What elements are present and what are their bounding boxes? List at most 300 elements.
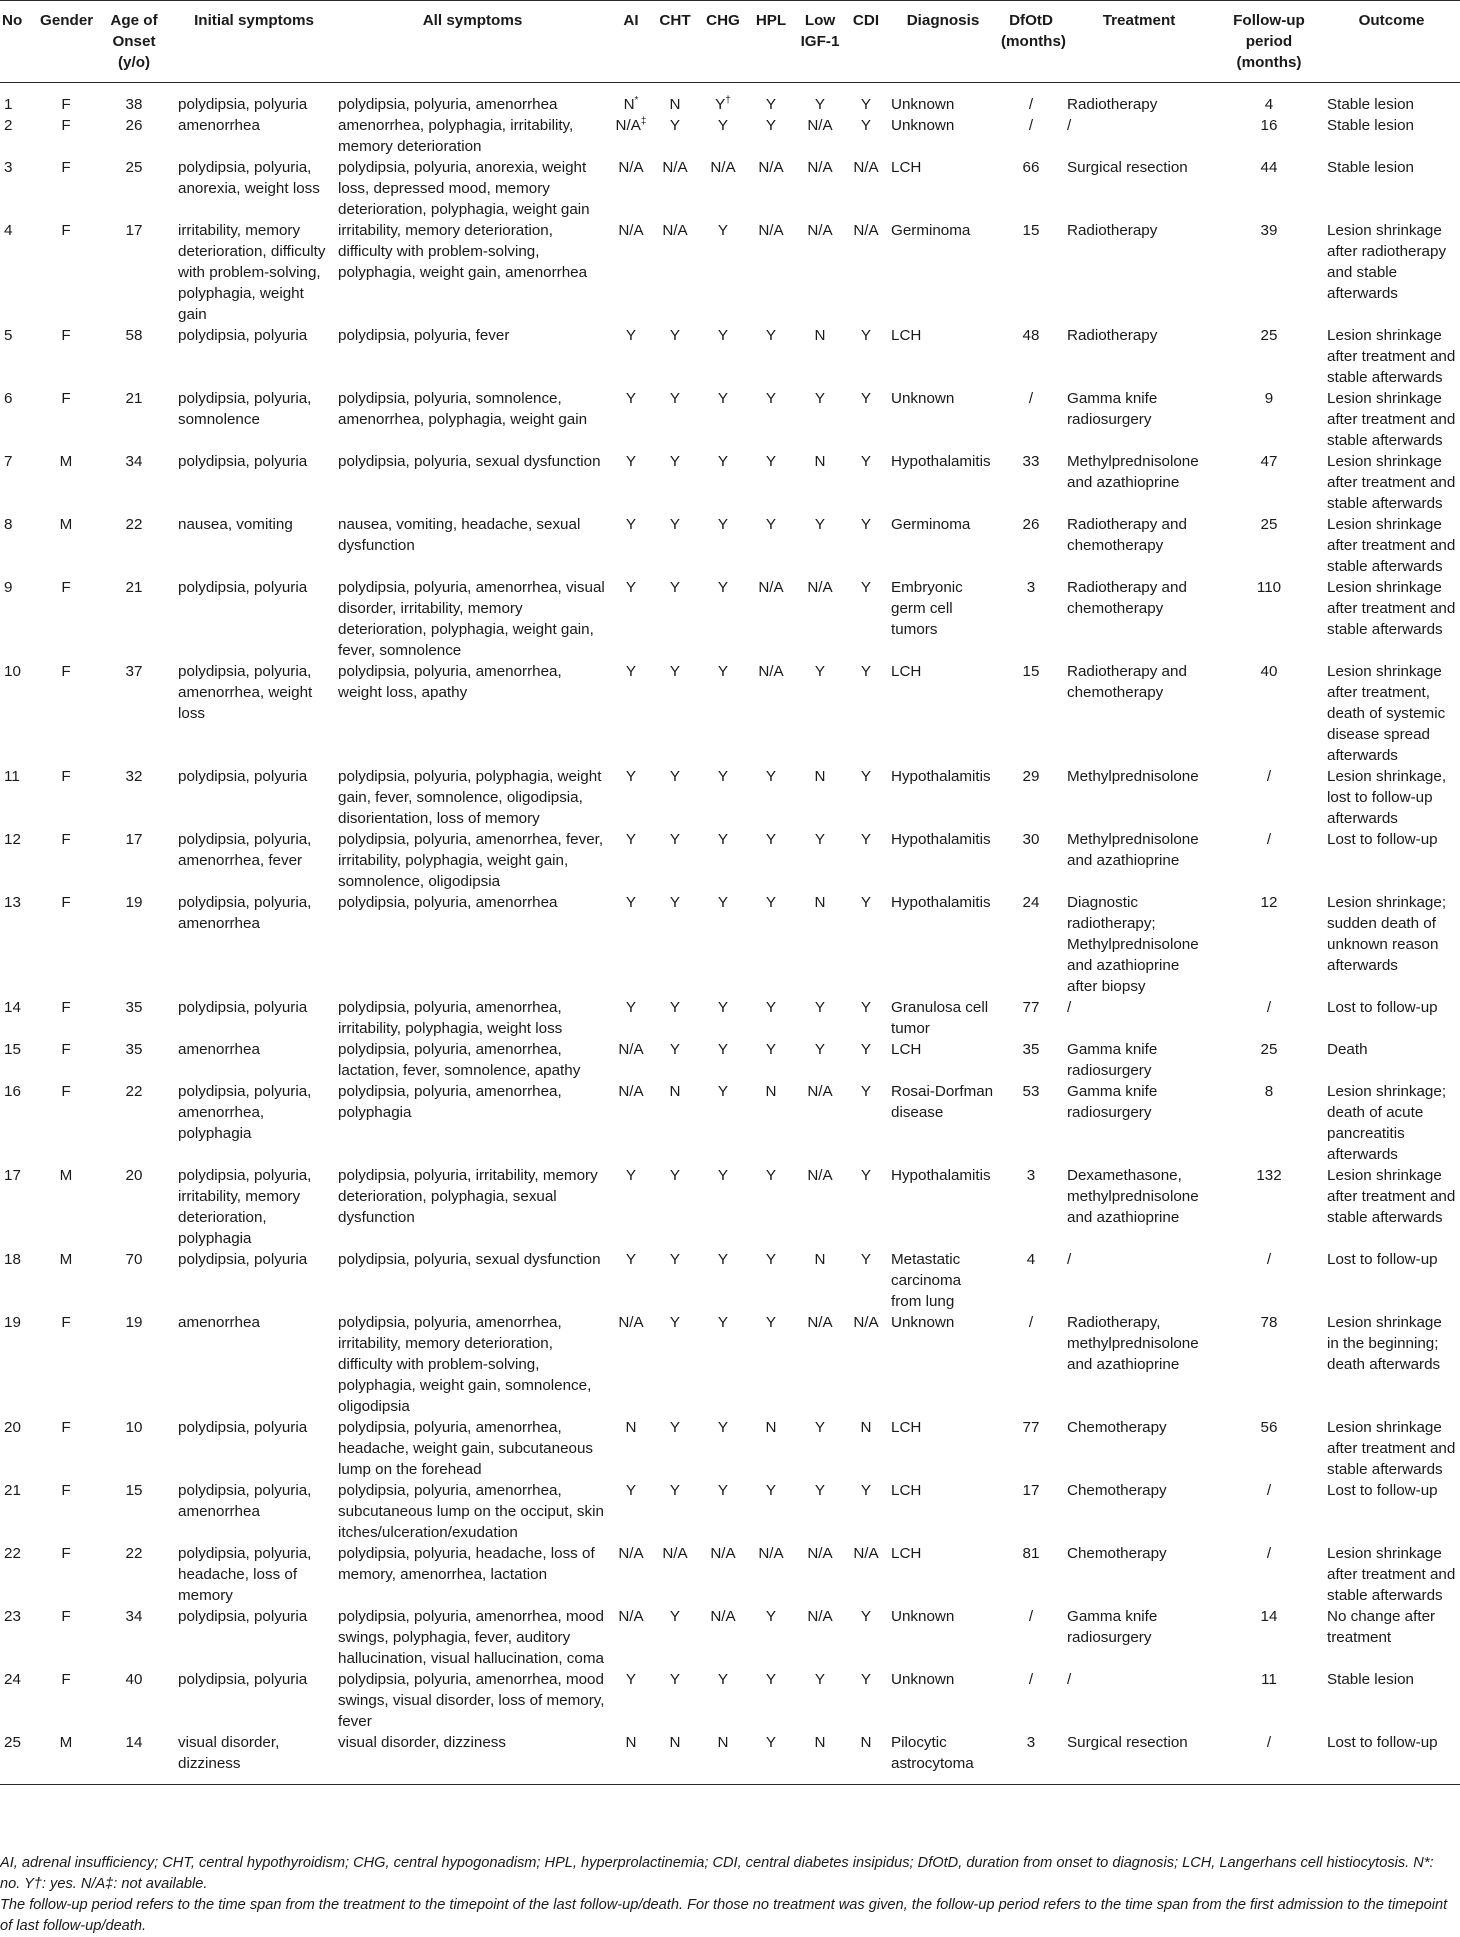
cell-gender: M — [59, 516, 73, 533]
cell-follow-up-period: 25 — [1260, 1041, 1278, 1058]
cell-hpl: N/A — [758, 222, 784, 239]
cell-cdi: Y — [860, 831, 872, 848]
cell-initial-symptoms: polydipsia, polyuria, amenorrhea, polyphagia — [178, 1083, 312, 1142]
table-row — [0, 1732, 1460, 1785]
cell-low-igf1: N/A — [807, 1545, 833, 1562]
cell-outcome: Lost to follow-up — [1323, 1732, 1460, 1785]
cell-all-symptoms: polydipsia, polyuria, fever — [338, 327, 510, 344]
cell-age-of-onset: 34 — [125, 453, 143, 470]
cell-follow-up-period: 56 — [1260, 1419, 1278, 1436]
cell-cdi: Y — [860, 999, 872, 1016]
cell-gender: M — [38, 1732, 94, 1785]
cell-gender: F — [61, 831, 71, 848]
table-row — [0, 892, 1460, 997]
cell-follow-up-period: 132 — [1256, 1167, 1282, 1184]
table-row — [0, 577, 1460, 661]
cell-gender: F — [61, 327, 71, 344]
column-header-treatment: Treatment — [1063, 1, 1215, 83]
cell-hpl: N — [765, 1419, 777, 1436]
cell-initial-symptoms: polydipsia, polyuria — [178, 579, 308, 596]
cell-ai: Y — [625, 894, 637, 911]
cell-no: 1 — [4, 96, 13, 113]
cell-hpl: Y — [765, 390, 777, 407]
table-row — [0, 1480, 1460, 1543]
cell-dfotd: 35 — [1022, 1041, 1040, 1058]
cell-age-of-onset: 14 — [94, 1732, 174, 1785]
cell-dfotd: 17 — [1022, 1482, 1040, 1499]
cell-initial-symptoms: polydipsia, polyuria, amenorrhea — [178, 894, 312, 932]
cell-outcome: Lesion shrinkage after treatment and stable afterwards — [1327, 327, 1456, 386]
cell-all-symptoms: polydipsia, polyuria, amenorrhea, lactation, fever, somnolence, apathy — [338, 1041, 581, 1079]
cell-hpl: Y — [765, 1671, 777, 1688]
cell-diagnosis: LCH — [891, 1482, 922, 1499]
cell-hpl: N — [765, 1083, 777, 1100]
cell-gender: M — [59, 453, 73, 470]
cell-no: 16 — [4, 1083, 21, 1100]
cell-treatment: Gamma knife radiosurgery — [1067, 390, 1158, 428]
cell-outcome: Lesion shrinkage after treatment and stable afterwards — [1327, 390, 1456, 449]
cell-ai: Y — [625, 1251, 637, 1268]
cell-follow-up-period: 11 — [1261, 1671, 1277, 1688]
cell-outcome: Stable lesion — [1327, 117, 1414, 134]
cell-hpl: Y — [765, 96, 777, 113]
cell-ai: N/A — [618, 1083, 644, 1100]
cell-age-of-onset: 17 — [125, 222, 143, 239]
column-header-hpl: HPL — [747, 1, 795, 83]
cell-cht: Y — [669, 453, 681, 470]
cell-follow-up-period: 47 — [1260, 453, 1278, 470]
cell-initial-symptoms: amenorrhea — [178, 1041, 260, 1058]
cell-chg: Y — [717, 894, 729, 911]
cell-all-symptoms: polydipsia, polyuria, amenorrhea, mood swings, visual disorder, loss of memory, fever — [338, 1671, 605, 1730]
cell-follow-up-period: / — [1266, 831, 1272, 848]
cell-no: 15 — [4, 1041, 21, 1058]
cell-outcome: Lost to follow-up — [1327, 999, 1438, 1016]
cell-treatment: / — [1067, 999, 1072, 1016]
cell-no: 10 — [4, 663, 21, 680]
cell-ai: N — [625, 1419, 637, 1436]
cell-initial-symptoms: polydipsia, polyuria, somnolence — [178, 390, 312, 428]
column-header-gender: Gender — [38, 1, 94, 83]
cell-all-symptoms: polydipsia, polyuria, amenorrhea, mood swings, polyphagia, fever, auditory hallucination, visual hallucination, coma — [338, 1608, 604, 1667]
cell-hpl: Y — [765, 894, 777, 911]
column-header-age-of-onset: Age of Onset (y/o) — [94, 1, 174, 83]
cell-gender: M — [59, 1251, 73, 1268]
cell-chg: N — [699, 1732, 747, 1785]
table-body — [0, 83, 1460, 1785]
cell-treatment: Radiotherapy and chemotherapy — [1067, 579, 1187, 617]
cell-dfotd: 81 — [1022, 1545, 1040, 1562]
cell-gender: F — [61, 1608, 71, 1625]
cell-diagnosis: Germinoma — [891, 516, 971, 533]
cell-dfotd: / — [1028, 1314, 1034, 1331]
cell-cdi: N — [845, 1732, 887, 1785]
cell-cht: N — [651, 1732, 699, 1785]
cell-diagnosis: Hypothalamitis — [891, 453, 991, 470]
cell-low-igf1: Y — [814, 1671, 826, 1688]
cell-ai: Y — [625, 579, 637, 596]
cell-low-igf1: N — [814, 453, 826, 470]
cell-treatment: Radiotherapy — [1067, 96, 1158, 113]
cell-initial-symptoms: polydipsia, polyuria, irritability, memory deterioration, polyphagia — [178, 1167, 312, 1247]
cell-chg: N/A — [710, 1608, 736, 1625]
cell-no: 14 — [4, 999, 21, 1016]
cell-follow-up-period: 110 — [1256, 579, 1282, 596]
cell-age-of-onset: 34 — [125, 1608, 143, 1625]
cell-outcome: Lesion shrinkage after treatment and stable afterwards — [1327, 579, 1456, 638]
table-row — [0, 1165, 1460, 1249]
cell-hpl: Y — [765, 831, 777, 848]
cell-outcome: Stable lesion — [1327, 1671, 1414, 1688]
cell-treatment: Radiotherapy — [1067, 327, 1158, 344]
cell-chg: Y† — [715, 94, 731, 113]
cell-cdi: Y — [860, 117, 872, 134]
cell-outcome: Lesion shrinkage in the beginning; death afterwards — [1327, 1314, 1442, 1373]
footnote-abbreviations: AI, adrenal insufficiency; CHT, central hypothyroidism; CHG, central hypogonadism; HPL, hyperprolactinemia; CDI, central diabetes insipidus; DfOtD, duration from onset to diagnosis; LCH, Langerhans cell histiocytosis. N*: no. Y†: yes. N/A‡: not available. — [0, 1855, 1434, 1892]
cell-dfotd: / — [1028, 117, 1034, 134]
cell-diagnosis: Rosai-Dorfman disease — [891, 1083, 994, 1121]
cell-cdi: Y — [860, 1482, 872, 1499]
cell-outcome: Lesion shrinkage, lost to follow-up afterwards — [1327, 768, 1447, 827]
cell-gender: F — [61, 579, 71, 596]
cell-all-symptoms: polydipsia, polyuria, headache, loss of memory, amenorrhea, lactation — [338, 1545, 595, 1583]
cell-cdi: Y — [860, 894, 872, 911]
cell-outcome: Lesion shrinkage after treatment and stable afterwards — [1327, 1545, 1456, 1604]
cell-age-of-onset: 58 — [125, 327, 143, 344]
cell-diagnosis: Metastatic carcinoma from lung — [891, 1251, 962, 1310]
cell-cdi: Y — [860, 1083, 872, 1100]
cell-age-of-onset: 35 — [125, 999, 143, 1016]
cell-cht: Y — [669, 1314, 681, 1331]
cell-all-symptoms: polydipsia, polyuria, somnolence, amenorrhea, polyphagia, weight gain — [338, 390, 588, 428]
cell-cht: N/A — [662, 159, 688, 176]
cell-treatment: Methylprednisolone and azathioprine — [1067, 453, 1199, 491]
cell-ai: N/A — [618, 222, 644, 239]
column-header-outcome: Outcome — [1323, 1, 1460, 83]
column-header-follow-up-period: Follow-up period (months) — [1215, 1, 1323, 83]
cell-dfotd: / — [1028, 96, 1034, 113]
cell-gender: F — [61, 894, 71, 911]
cell-chg: Y — [717, 663, 729, 680]
cell-follow-up-period: / — [1215, 1732, 1323, 1785]
cell-follow-up-period: 39 — [1260, 222, 1278, 239]
cell-all-symptoms: polydipsia, polyuria, anorexia, weight loss, depressed mood, memory deterioration, polyphagia, weight gain — [338, 159, 590, 218]
cell-ai: N — [611, 1732, 651, 1785]
cell-age-of-onset: 21 — [125, 390, 143, 407]
column-header-cht: CHT — [651, 1, 699, 83]
cell-ai: N/A — [618, 1041, 644, 1058]
cell-treatment: Radiotherapy and chemotherapy — [1067, 663, 1187, 701]
cell-cdi: Y — [860, 96, 872, 113]
cell-no: 4 — [4, 222, 13, 239]
cell-no: 6 — [4, 390, 13, 407]
cell-no: 24 — [4, 1671, 21, 1688]
cell-cdi: Y — [860, 579, 872, 596]
cell-ai: Y — [625, 516, 637, 533]
column-header-initial-symptoms: Initial symptoms — [174, 1, 334, 83]
cell-no: 5 — [4, 327, 13, 344]
cell-treatment: Chemotherapy — [1067, 1419, 1167, 1436]
cell-chg: Y — [717, 1671, 729, 1688]
cell-age-of-onset: 25 — [125, 159, 143, 176]
cell-dfotd: 48 — [1022, 327, 1040, 344]
cell-hpl: Y — [765, 117, 777, 134]
cell-low-igf1: Y — [814, 999, 826, 1016]
cell-cdi: N — [860, 1419, 872, 1436]
column-header-low-igf1: Low IGF-1 — [795, 1, 845, 83]
cell-initial-symptoms: polydipsia, polyuria, amenorrhea, fever — [178, 831, 312, 869]
table-row — [0, 1543, 1460, 1606]
cell-ai: Y — [625, 1671, 637, 1688]
cell-dfotd: 30 — [1022, 831, 1040, 848]
cell-age-of-onset: 38 — [125, 96, 143, 113]
cell-treatment: Radiotherapy — [1067, 222, 1158, 239]
cell-no: 11 — [4, 768, 20, 785]
cell-cht: Y — [669, 516, 681, 533]
cell-diagnosis: Germinoma — [891, 222, 971, 239]
cell-cht: Y — [669, 831, 681, 848]
footnote-follow-up: The follow-up period refers to the time span from the treatment to the timepoint of the last follow-up/death. For those no treatment was given, the follow-up period refers to the time span from the first admission to the timepoint of last follow-up/death. — [0, 1897, 1448, 1934]
cell-follow-up-period: 40 — [1260, 663, 1278, 680]
cell-cht: Y — [669, 1482, 681, 1499]
cell-outcome: Lesion shrinkage; death of acute pancreatitis afterwards — [1327, 1083, 1447, 1163]
cell-all-symptoms: polydipsia, polyuria, amenorrhea, irritability, memory deterioration, difficulty with problem-solving, polyphagia, weight gain, somnolence, oligodipsia — [338, 1314, 592, 1415]
cell-all-symptoms: visual disorder, dizziness — [334, 1732, 611, 1785]
footnote-mark: * — [634, 94, 639, 106]
cell-chg: Y — [717, 1041, 729, 1058]
cell-gender: F — [61, 1482, 71, 1499]
cell-hpl: Y — [765, 453, 777, 470]
cell-age-of-onset: 32 — [125, 768, 143, 785]
cell-follow-up-period: 8 — [1264, 1083, 1274, 1100]
cell-age-of-onset: 17 — [125, 831, 143, 848]
cell-treatment: / — [1067, 1251, 1072, 1268]
cell-outcome: Lesion shrinkage after treatment and stable afterwards — [1327, 1419, 1456, 1478]
cell-age-of-onset: 37 — [125, 663, 143, 680]
cell-initial-symptoms: polydipsia, polyuria — [178, 999, 308, 1016]
cell-hpl: Y — [765, 1482, 777, 1499]
cell-all-symptoms: polydipsia, polyuria, amenorrhea, fever, irritability, polyphagia, weight gain, somnolence, oligodipsia — [338, 831, 604, 890]
cell-low-igf1: Y — [814, 1041, 826, 1058]
cell-chg: Y — [717, 1083, 729, 1100]
cell-cht: Y — [669, 999, 681, 1016]
cell-no: 13 — [4, 894, 21, 911]
table-row — [0, 1039, 1460, 1081]
cell-low-igf1: Y — [814, 96, 826, 113]
cell-gender: F — [61, 117, 71, 134]
cell-outcome: Stable lesion — [1327, 96, 1414, 113]
cell-age-of-onset: 15 — [125, 1482, 143, 1499]
cell-treatment: Surgical resection — [1063, 1732, 1215, 1785]
cell-all-symptoms: polydipsia, polyuria, sexual dysfunction — [338, 453, 601, 470]
cell-cdi: N/A — [853, 1545, 879, 1562]
table-row — [0, 829, 1460, 892]
footnote-mark: † — [725, 94, 731, 106]
cell-ai: Y — [625, 390, 637, 407]
cell-hpl: Y — [765, 999, 777, 1016]
cell-chg: Y — [717, 1482, 729, 1499]
cell-hpl: N/A — [758, 1545, 784, 1562]
table-row — [0, 115, 1460, 157]
cell-treatment: Methylprednisolone and azathioprine — [1067, 831, 1199, 869]
cell-diagnosis: LCH — [891, 663, 922, 680]
cell-follow-up-period: / — [1266, 1251, 1272, 1268]
table-row — [0, 997, 1460, 1039]
cell-age-of-onset: 21 — [125, 579, 143, 596]
cell-treatment: Radiotherapy and chemotherapy — [1067, 516, 1187, 554]
cell-outcome: No change after treatment — [1327, 1608, 1436, 1646]
cell-ai: N/A‡ — [615, 115, 647, 134]
cell-dfotd: 66 — [1022, 159, 1040, 176]
column-header-diagnosis: Diagnosis — [887, 1, 999, 83]
cell-follow-up-period: 25 — [1260, 516, 1278, 533]
cell-chg: Y — [717, 327, 729, 344]
cell-low-igf1: N — [814, 768, 826, 785]
table-row — [0, 220, 1460, 325]
cell-age-of-onset: 19 — [125, 894, 143, 911]
cell-chg: Y — [717, 1314, 729, 1331]
column-header-ai: AI — [611, 1, 651, 83]
cell-treatment: Surgical resection — [1067, 159, 1188, 176]
cell-cht: Y — [669, 1041, 681, 1058]
cell-follow-up-period: 78 — [1260, 1314, 1278, 1331]
cell-initial-symptoms: amenorrhea — [178, 1314, 260, 1331]
cell-age-of-onset: 70 — [125, 1251, 143, 1268]
cell-dfotd: 29 — [1022, 768, 1040, 785]
column-header-no: No — [0, 1, 38, 83]
cell-dfotd: 77 — [1022, 1419, 1040, 1436]
cell-all-symptoms: polydipsia, polyuria, amenorrhea, visual disorder, irritability, memory deterioration, polyphagia, weight gain, fever, somnolence — [338, 579, 605, 659]
cell-dfotd: / — [1028, 1608, 1034, 1625]
cell-no: 20 — [4, 1419, 21, 1436]
cell-chg: Y — [717, 768, 729, 785]
cell-gender: F — [61, 222, 71, 239]
table-footnotes — [0, 1853, 1452, 1937]
cell-gender: M — [59, 1167, 73, 1184]
cell-ai: N/A — [618, 1608, 644, 1625]
cell-gender: F — [61, 390, 71, 407]
cell-hpl: Y — [765, 327, 777, 344]
cell-outcome: Lesion shrinkage after radiotherapy and stable afterwards — [1327, 222, 1447, 302]
cell-chg: Y — [717, 579, 729, 596]
cell-age-of-onset: 22 — [125, 1083, 143, 1100]
cell-diagnosis: Hypothalamitis — [891, 1167, 991, 1184]
cell-gender: F — [61, 1419, 71, 1436]
cell-initial-symptoms: polydipsia, polyuria — [178, 1251, 308, 1268]
cell-dfotd: / — [1028, 390, 1034, 407]
table-row — [0, 1417, 1460, 1480]
cell-initial-symptoms: visual disorder, dizziness — [174, 1732, 334, 1785]
column-header-dfotd: DfOtD (months) — [999, 1, 1063, 83]
cell-treatment: Radiotherapy, methylprednisolone and azathioprine — [1067, 1314, 1199, 1373]
table-row — [0, 388, 1460, 451]
cell-no: 8 — [4, 516, 13, 533]
cell-initial-symptoms: polydipsia, polyuria — [178, 768, 308, 785]
cell-chg: Y — [717, 831, 729, 848]
cell-hpl: Y — [765, 1167, 777, 1184]
cell-age-of-onset: 19 — [125, 1314, 143, 1331]
cell-treatment: / — [1067, 1671, 1072, 1688]
cell-no: 3 — [4, 159, 13, 176]
table-row — [0, 451, 1460, 514]
cell-cht: Y — [669, 894, 681, 911]
cell-treatment: Diagnostic radiotherapy; Methylprednisolone and azathioprine after biopsy — [1067, 894, 1199, 995]
cell-age-of-onset: 35 — [125, 1041, 143, 1058]
cell-no: 7 — [4, 453, 13, 470]
cell-follow-up-period: / — [1266, 1482, 1272, 1499]
cell-chg: Y — [717, 390, 729, 407]
cell-diagnosis: LCH — [891, 1041, 922, 1058]
cell-cht: Y — [669, 390, 681, 407]
cell-no: 19 — [4, 1314, 21, 1331]
cell-follow-up-period: 25 — [1260, 327, 1278, 344]
cell-low-igf1: Y — [814, 831, 826, 848]
cell-low-igf1: Y — [814, 1419, 826, 1436]
cell-all-symptoms: polydipsia, polyuria, amenorrhea, polyphagia — [338, 1083, 562, 1121]
cell-ai: N/A — [618, 1314, 644, 1331]
cell-treatment: Gamma knife radiosurgery — [1067, 1041, 1158, 1079]
cell-diagnosis: Hypothalamitis — [891, 768, 991, 785]
cell-cht: N — [669, 96, 681, 113]
cell-diagnosis: Pilocytic astrocytoma — [887, 1732, 999, 1785]
cell-no: 22 — [4, 1545, 21, 1562]
table-row — [0, 766, 1460, 829]
cell-cdi: Y — [860, 390, 872, 407]
cell-ai: Y — [625, 453, 637, 470]
cell-diagnosis: LCH — [891, 327, 922, 344]
cell-dfotd: 53 — [1022, 1083, 1040, 1100]
cell-no: 21 — [4, 1482, 21, 1499]
cell-low-igf1: Y — [814, 1482, 826, 1499]
table-row — [0, 514, 1460, 577]
cell-low-igf1: N/A — [807, 1314, 833, 1331]
cell-hpl: Y — [765, 1041, 777, 1058]
cell-outcome: Lesion shrinkage after treatment and stable afterwards — [1327, 1167, 1456, 1226]
cell-follow-up-period: / — [1266, 768, 1272, 785]
cell-treatment: Dexamethasone, methylprednisolone and azathioprine — [1067, 1167, 1199, 1226]
cell-age-of-onset: 22 — [125, 516, 143, 533]
cell-cht: Y — [669, 1251, 681, 1268]
cell-outcome: Lost to follow-up — [1327, 1251, 1438, 1268]
cell-initial-symptoms: polydipsia, polyuria — [178, 1608, 308, 1625]
cell-cdi: N/A — [853, 222, 879, 239]
cell-cdi: Y — [860, 1671, 872, 1688]
cell-gender: F — [61, 1314, 71, 1331]
cell-chg: Y — [717, 516, 729, 533]
cell-diagnosis: Unknown — [891, 96, 955, 113]
cell-hpl: N/A — [758, 663, 784, 680]
cell-diagnosis: Unknown — [891, 1314, 955, 1331]
cell-follow-up-period: / — [1266, 999, 1272, 1016]
cell-low-igf1: Y — [814, 663, 826, 680]
cell-gender: F — [61, 96, 71, 113]
cell-cht: Y — [669, 768, 681, 785]
cell-low-igf1: N/A — [807, 1083, 833, 1100]
cell-low-igf1: N — [814, 1251, 826, 1268]
column-header-chg: CHG — [699, 1, 747, 83]
cell-diagnosis: LCH — [891, 1545, 922, 1562]
cell-dfotd: 15 — [1022, 222, 1040, 239]
cell-outcome: Lost to follow-up — [1327, 831, 1438, 848]
cell-outcome: Lesion shrinkage after treatment, death of systemic disease spread afterwards — [1327, 663, 1446, 764]
cell-ai: N/A — [618, 1545, 644, 1562]
cell-ai: Y — [625, 1167, 637, 1184]
table-row — [0, 1669, 1460, 1732]
cell-low-igf1: N/A — [807, 222, 833, 239]
cell-cht: Y — [669, 327, 681, 344]
cell-outcome: Lost to follow-up — [1327, 1482, 1438, 1499]
cell-gender: F — [61, 663, 71, 680]
